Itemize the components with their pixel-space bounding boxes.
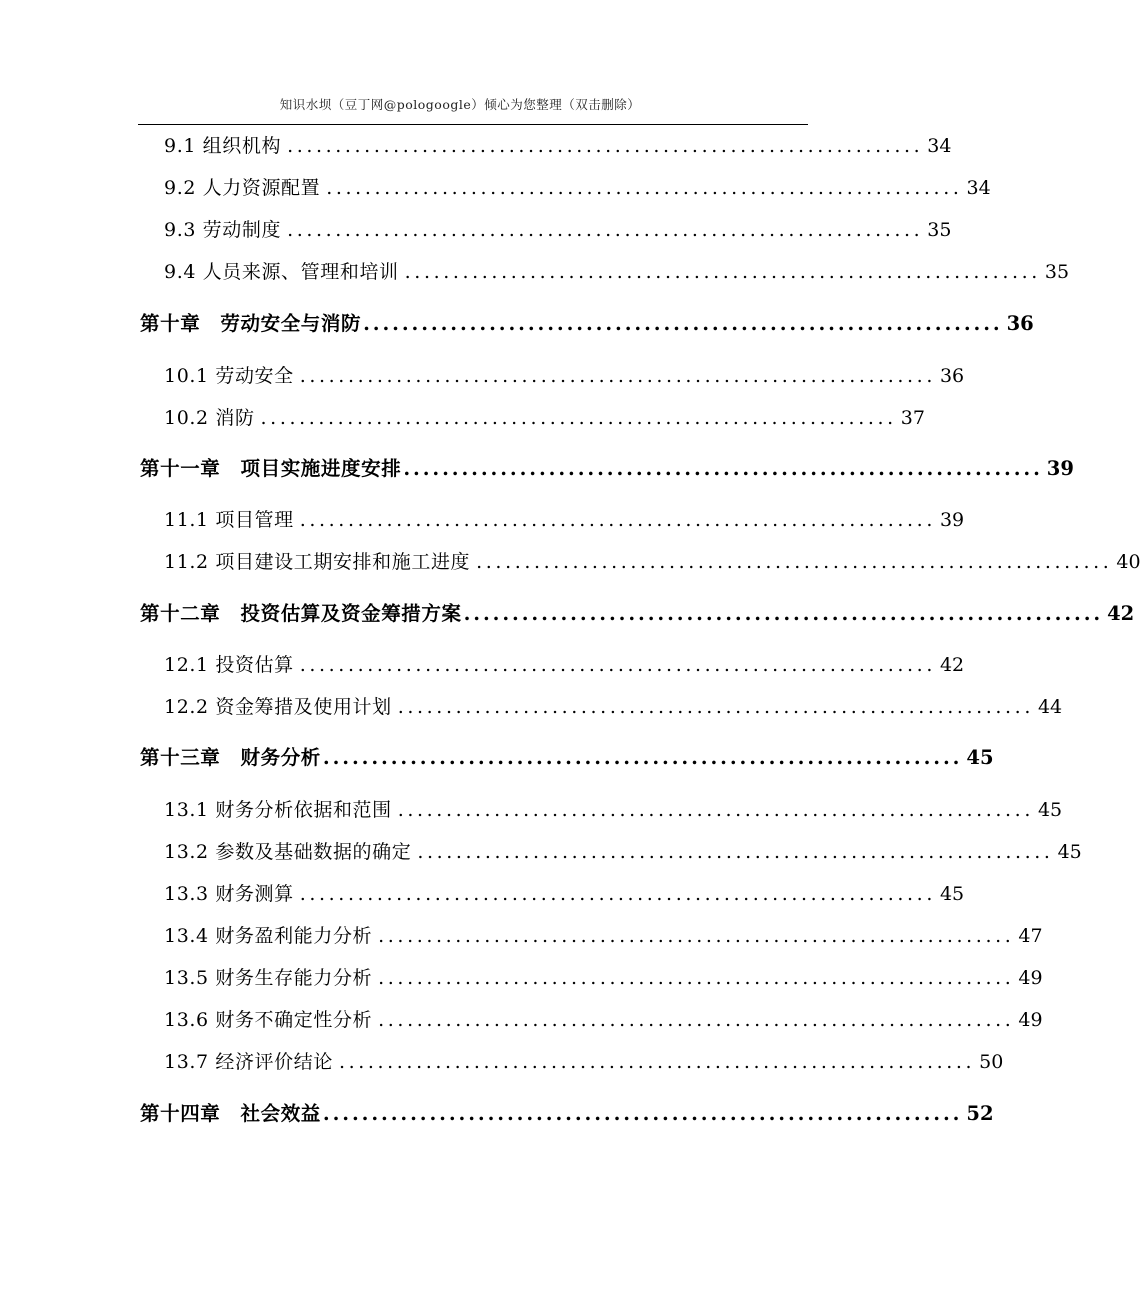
toc-entry-label: 9.4 人员来源、管理和培训 [164,261,399,283]
toc-dot-leader: .................................................................. [363,312,1003,335]
page-header: 知识水坝（豆丁网@pologoogle）倾心为您整理（双击删除） [279,97,641,112]
toc-entry-label: 13.1 财务分析依据和范围 [164,799,392,821]
toc-page-number: 49 [1018,967,1043,989]
toc-entry-label: 11.2 项目建设工期安排和施工进度 [164,551,471,573]
toc-chapter-label: 第十四章 社会效益 [140,1102,321,1125]
toc-dot-leader: .................................................................. [417,841,1054,863]
toc-entry-9-4[interactable] [164,257,1070,287]
toc-dot-leader: .................................................................. [322,1102,963,1125]
toc-entry-10-1[interactable] [164,361,965,391]
toc-dot-leader: .................................................................. [476,551,1113,573]
toc-chapter-14[interactable] [140,1099,994,1129]
toc-entry-label: 13.7 经济评价结论 [164,1051,333,1073]
toc-dot-leader: .................................................................. [260,407,897,429]
toc-entry-9-3[interactable] [164,215,952,245]
toc-dot-leader: .................................................................. [326,177,963,199]
toc-entry-11-2[interactable] [164,547,1141,577]
toc-chapter-10[interactable] [140,309,1034,339]
toc-entry-label: 12.1 投资估算 [164,654,294,676]
toc-entry-13-3[interactable] [164,879,965,909]
toc-page-number: 45 [1057,841,1082,863]
toc-entry-label: 12.2 资金筹措及使用计划 [164,696,392,718]
toc-chapter-11[interactable] [140,454,1074,484]
toc-chapter-label: 第十章 劳动安全与消防 [140,312,362,335]
header-divider [138,124,808,125]
toc-entry-9-2[interactable] [164,173,991,203]
toc-entry-label: 13.2 参数及基础数据的确定 [164,841,412,863]
toc-entry-label: 13.3 财务测算 [164,883,294,905]
toc-page-number: 47 [1018,925,1043,947]
toc-entry-13-2[interactable] [164,837,1082,867]
toc-page-number: 42 [939,654,965,676]
toc-page-number: 39 [1046,457,1074,480]
toc-dot-leader: .................................................................. [378,967,1015,989]
toc-page-number: 39 [939,509,965,531]
toc-dot-leader: .................................................................. [287,219,924,241]
toc-dot-leader: .................................................................. [299,883,936,905]
toc-entry-13-5[interactable] [164,963,1043,993]
toc-page-number: 45 [966,746,994,769]
toc-chapter-12[interactable] [140,599,1135,629]
toc-entry-12-1[interactable] [164,650,965,680]
toc-page-number: 36 [939,365,965,387]
toc-entry-label: 13.6 财务不确定性分析 [164,1009,373,1031]
toc-entry-13-7[interactable] [164,1047,1004,1077]
toc-entry-label: 10.2 消防 [164,407,255,429]
toc-dot-leader: .................................................................. [299,365,936,387]
toc-chapter-13[interactable] [140,743,994,773]
toc-entry-label: 11.1 项目管理 [164,509,294,531]
toc-entry-label: 13.4 财务盈利能力分析 [164,925,373,947]
toc-page-number: 44 [1037,696,1063,718]
toc-dot-leader: .................................................................. [322,746,963,769]
toc-page-number: 45 [1037,799,1063,821]
toc-chapter-label: 第十三章 财务分析 [140,746,321,769]
toc-entry-9-1[interactable] [164,131,952,161]
toc-page-number: 35 [1044,261,1070,283]
toc-dot-leader: .................................................................. [299,509,936,531]
toc-page-number: 34 [966,177,991,199]
toc-entry-13-4[interactable] [164,921,1043,951]
toc-entry-10-2[interactable] [164,403,925,433]
toc-page-number: 45 [939,883,965,905]
toc-dot-leader: .................................................................. [378,1009,1015,1031]
toc-page-number: 50 [979,1051,1004,1073]
toc-entry-label: 10.1 劳动安全 [164,365,294,387]
toc-chapter-label: 第十二章 投资估算及资金筹措方案 [140,602,462,625]
toc-dot-leader: .................................................................. [378,925,1015,947]
toc-dot-leader: .................................................................. [397,799,1034,821]
toc-entry-13-6[interactable] [164,1005,1043,1035]
toc-page-number: 52 [966,1102,994,1125]
toc-dot-leader: .................................................................. [397,696,1034,718]
toc-dot-leader: .................................................................. [463,602,1104,625]
toc-dot-leader: .................................................................. [403,457,1043,480]
toc-page-number: 42 [1107,602,1135,625]
toc-dot-leader: .................................................................. [287,135,924,157]
toc-page-number: 40 [1116,551,1141,573]
toc-dot-leader: .................................................................. [404,261,1041,283]
toc-page-number: 37 [900,407,925,429]
toc-entry-label: 9.2 人力资源配置 [164,177,321,199]
toc-dot-leader: .................................................................. [338,1051,976,1073]
toc-chapter-label: 第十一章 项目实施进度安排 [140,457,402,480]
toc-page-number: 36 [1006,312,1034,335]
toc-entry-11-1[interactable] [164,505,965,535]
toc-entry-label: 9.3 劳动制度 [164,219,282,241]
toc-dot-leader: .................................................................. [299,654,936,676]
toc-entry-label: 9.1 组织机构 [164,135,282,157]
toc-entry-label: 13.5 财务生存能力分析 [164,967,373,989]
toc-entry-13-1[interactable] [164,795,1063,825]
toc-page-number: 49 [1018,1009,1043,1031]
toc-page-number: 34 [927,135,952,157]
toc-page-number: 35 [927,219,952,241]
toc-entry-12-2[interactable] [164,692,1063,722]
